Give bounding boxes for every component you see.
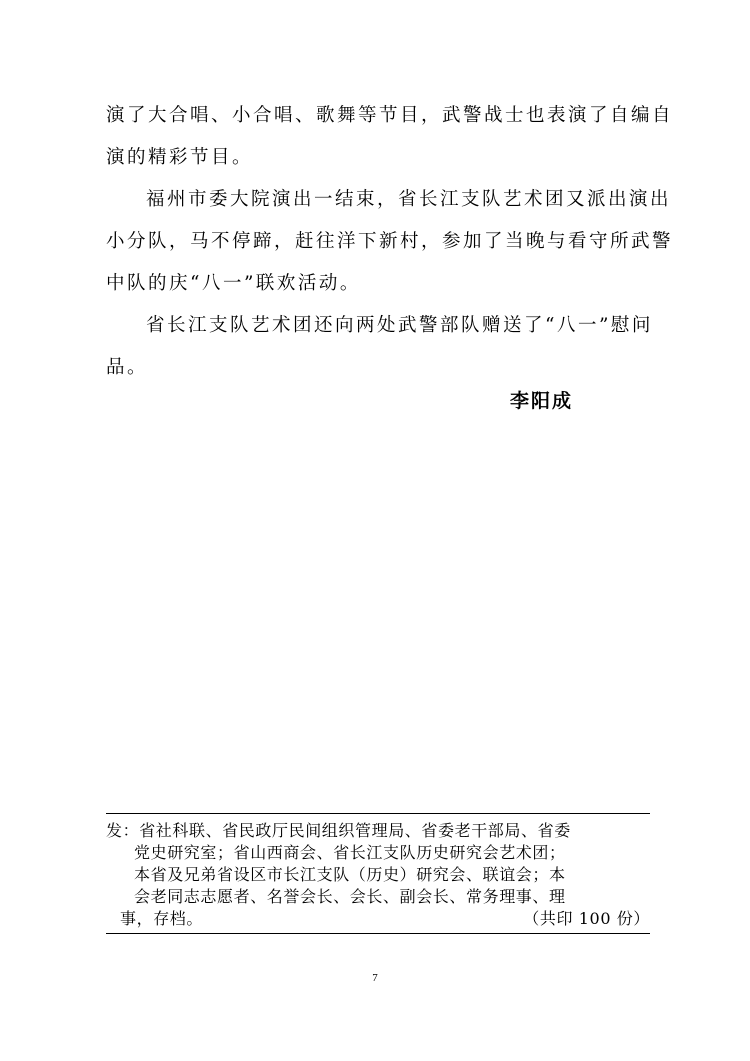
print-copies-count: （共印 100 份） <box>523 909 650 928</box>
body-line-5: 中队的庆“八一”联欢活动。 <box>106 273 361 294</box>
body-line-7: 品。 <box>106 357 149 378</box>
body-line-1: 演了大合唱、小合唱、歌舞等节目，武警战士也表演了自编自 <box>106 105 674 126</box>
page-number: 7 <box>372 972 378 984</box>
distribution-line-1: 发：省社科联、省民政厅民间组织管理局、省委老干部局、省委 <box>106 821 571 840</box>
body-line-3: 福州市委大院演出一结束，省长江支队艺术团又派出演出 <box>146 189 672 210</box>
distribution-top-rule <box>106 813 650 814</box>
body-line-4: 小分队，马不停蹄，赶往洋下新村，参加了当晚与看守所武警 <box>106 231 674 252</box>
distribution-bottom-rule <box>106 933 650 934</box>
distribution-line-5: 事，存档。 <box>120 909 204 928</box>
distribution-line-4: 会老同志志愿者、名誉会长、会长、副会长、常务理事、理 <box>134 887 566 906</box>
distribution-line-2: 党史研究室；省山西商会、省长江支队历史研究会艺术团； <box>134 843 566 862</box>
distribution-line-3: 本省及兄弟省设区市长江支队（历史）研究会、联谊会；本 <box>134 865 566 884</box>
body-line-2: 演的精彩节目。 <box>106 147 254 168</box>
distribution-line-5-wrapper <box>120 908 650 930</box>
body-line-6: 省长江支队艺术团还向两处武警部队赠送了“八一”慰问 <box>146 315 653 336</box>
author-signature: 李阳成 <box>510 390 574 412</box>
